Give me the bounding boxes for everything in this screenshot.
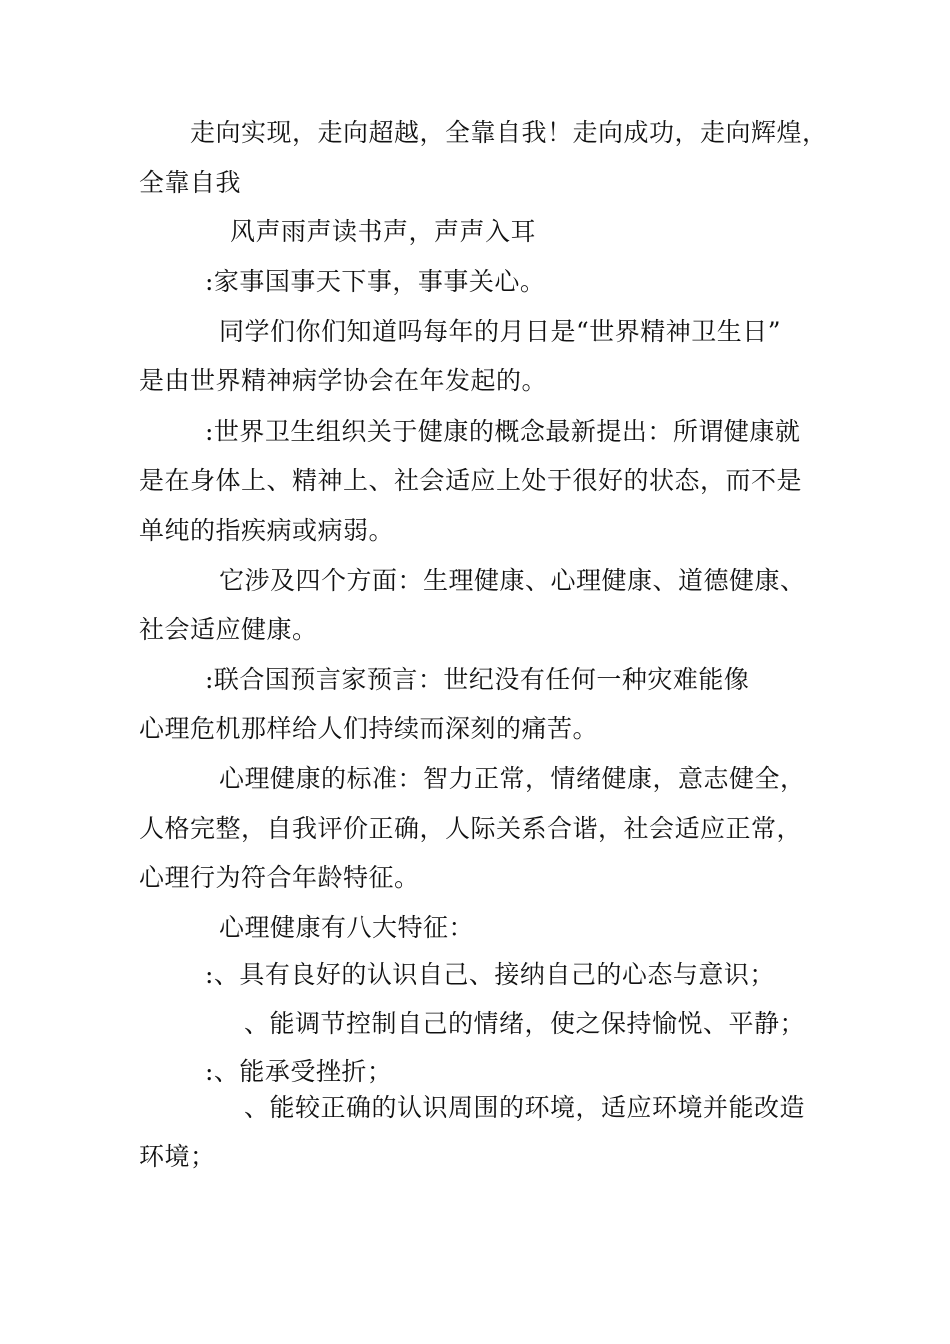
text-line: :世界卫生组织关于健康的概念最新提出：所谓健康就 — [205, 417, 801, 446]
text-line: 心理健康的标准：智力正常，情绪健康，意志健全， — [219, 764, 806, 793]
text-line: 单纯的指疾病或病弱。 — [139, 516, 395, 545]
text-line: 它涉及四个方面：生理健康、心理健康、道德健康、 — [219, 566, 806, 595]
text-line: 心理健康有八大特征： — [219, 913, 475, 942]
text-line: 是在身体上、精神上、社会适应上处于很好的状态，而不是 — [139, 466, 803, 495]
text-line: 社会适应健康。 — [139, 615, 318, 644]
text-line: 心理行为符合年龄特征。 — [139, 863, 420, 892]
text-line: 、能较正确的认识周围的环境，适应环境并能改造 — [244, 1093, 806, 1122]
text-line: 走向实现，走向超越，全靠自我！走向成功，走向辉煌， — [190, 118, 828, 147]
text-line: 环境； — [139, 1142, 216, 1171]
text-line: :、能承受挫折； — [205, 1057, 393, 1086]
text-line: :、具有良好的认识自己、接纳自己的心态与意识； — [205, 960, 775, 989]
text-line: 是由世界精神病学协会在年发起的。 — [139, 366, 548, 395]
text-line: 风声雨声读书声，声声入耳 — [230, 217, 537, 246]
text-line: 心理危机那样给人们持续而深刻的痛苦。 — [139, 714, 599, 743]
text-line: 同学们你们知道吗每年的月日是“世界精神卫生日” — [219, 317, 782, 346]
text-line: 人格完整，自我评价正确，人际关系合谐，社会适应正常， — [139, 814, 803, 843]
text-line: :联合国预言家预言：世纪没有任何一种灾难能像 — [205, 665, 750, 694]
text-line: 、能调节控制自己的情绪，使之保持愉悦、平静； — [244, 1009, 806, 1038]
text-line: :家事国事天下事，事事关心。 — [205, 267, 546, 296]
text-line: 全靠自我 — [139, 168, 242, 197]
